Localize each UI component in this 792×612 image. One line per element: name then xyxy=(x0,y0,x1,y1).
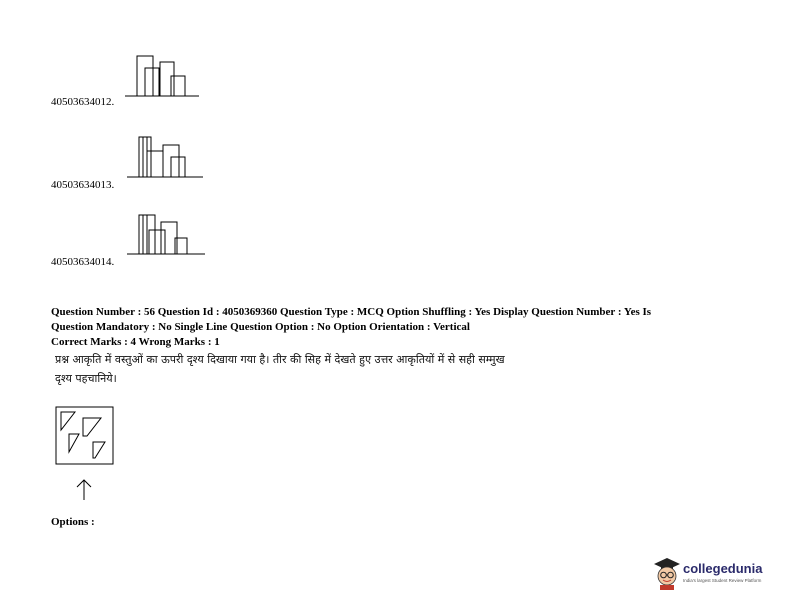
brand-tagline: India's largest Student Review Platform xyxy=(683,578,762,583)
option-14-figure xyxy=(127,212,207,257)
option-14-id: 40503634014. xyxy=(51,256,115,268)
question-text-line1: प्रश्न आकृति में वस्तुओं का ऊपरी दृश्य दिखाया गया है। तीर की सिह में देखते हुए उत्तर आकृतियों में से सही सम्मुख xyxy=(55,353,505,366)
graduate-mascot-icon xyxy=(652,556,682,590)
brand-name: collegedunia xyxy=(683,561,763,576)
collegedunia-logo xyxy=(652,556,772,592)
question-meta-line2: Question Mandatory : No Single Line Question Option : No Option Orientation : Vertical xyxy=(51,321,470,333)
view-direction-arrow-icon xyxy=(74,478,94,502)
options-label: Options : xyxy=(51,516,95,528)
question-marks: Correct Marks : 4 Wrong Marks : 1 xyxy=(51,336,220,348)
question-text xyxy=(55,350,755,388)
option-12-figure xyxy=(123,54,203,99)
question-meta xyxy=(51,305,751,350)
question-text-line2: दृश्य पहचानिये। xyxy=(55,372,117,385)
option-12-id: 40503634012. xyxy=(51,96,115,108)
option-13-figure xyxy=(127,135,207,180)
question-figure xyxy=(55,406,115,466)
option-13-id: 40503634013. xyxy=(51,179,115,191)
question-meta-line1: Question Number : 56 Question Id : 4050369360 Question Type : MCQ Option Shuffling : Yes Display Question Number : Yes Is xyxy=(51,306,652,318)
